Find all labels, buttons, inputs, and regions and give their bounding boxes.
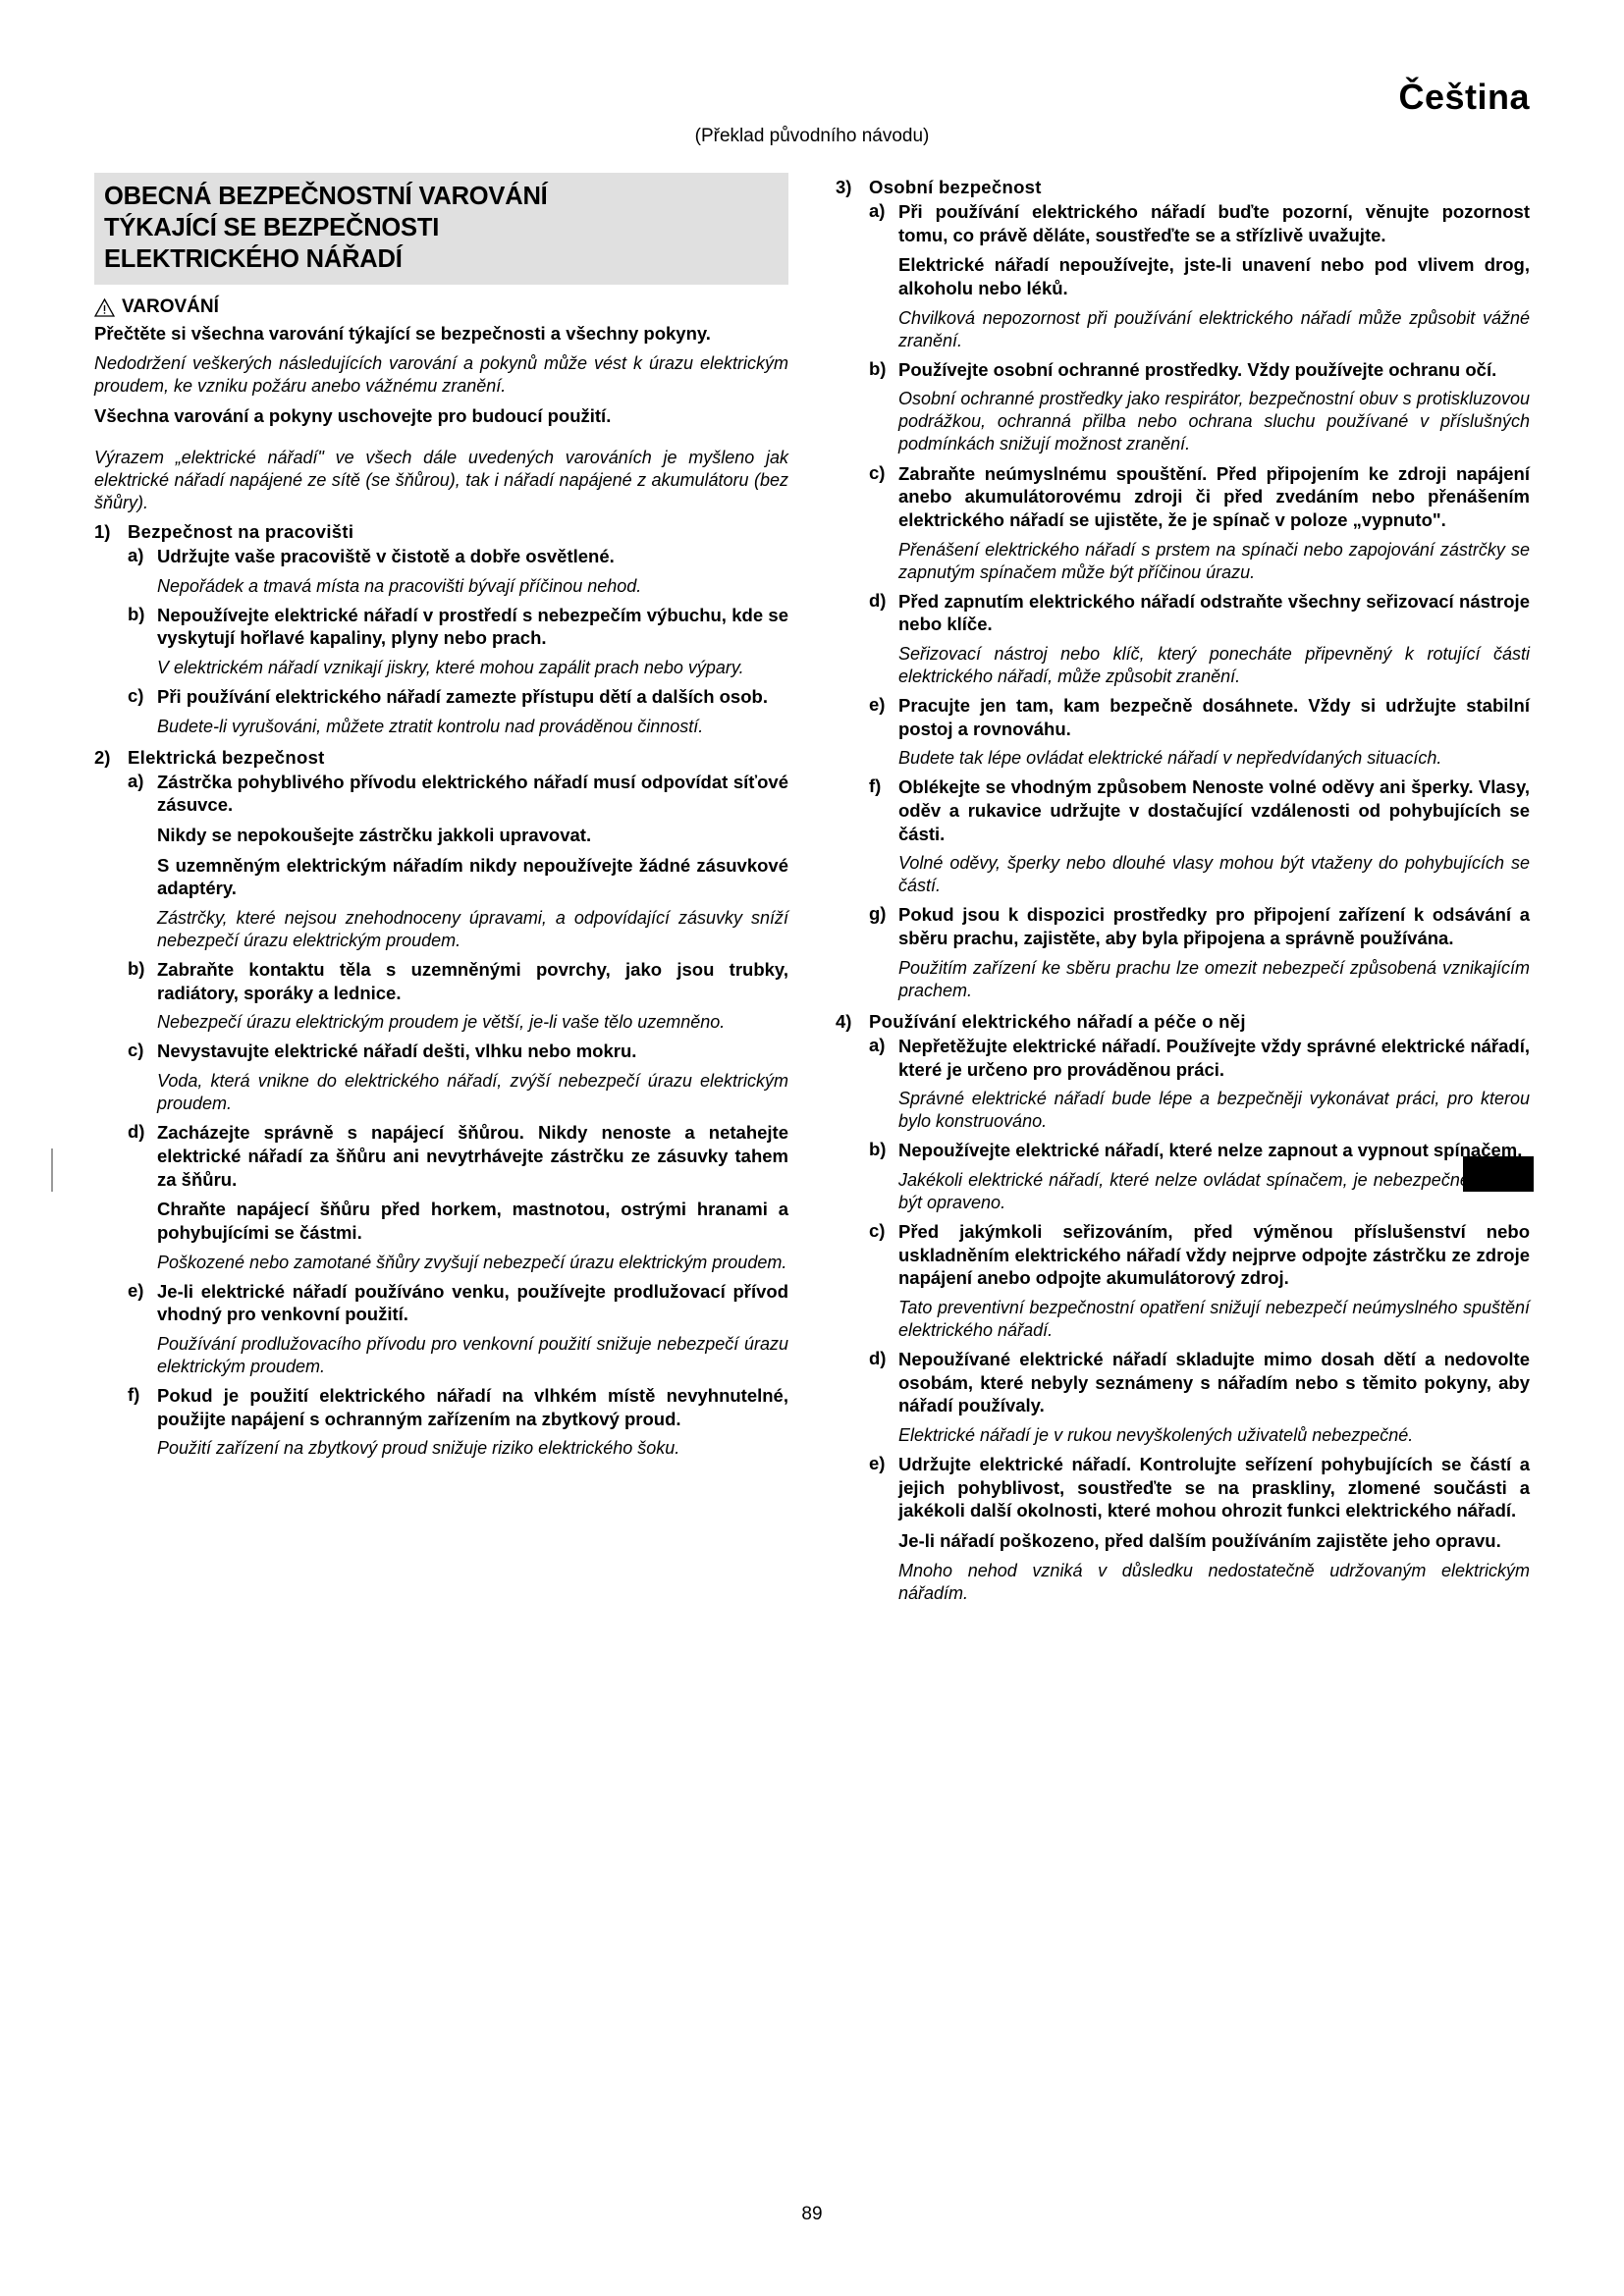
list-item-bold-text: Pokud je použití elektrického nářadí na vlhkém místě nevyhnutelné, použijte napájení s ochranným zařízením na zbytkový proud.	[157, 1384, 788, 1429]
list-item-italic-note: Osobní ochranné prostředky jako respirátor, bezpečnostní obuv s protiskluzovou podrážkou, ochranná přilba nebo ochrana sluchu používané v příslušných podmínkách snižují možnost zranění.	[898, 389, 1530, 454]
list-item-body	[157, 1040, 788, 1120]
list-item-italic-note: Používání prodlužovacího přívodu pro venkovní použití snižuje nebezpečí úrazu elektrickým proudem.	[157, 1333, 788, 1376]
list-item-bold-text: Je-li nářadí poškozeno, před dalším používáním zajistěte jeho opravu.	[898, 1530, 1501, 1552]
list-item-bold-text: Chraňte napájecí šňůru před horkem, mastnotou, ostrými hranami a pohybujícími se částmi.	[157, 1199, 788, 1243]
list-item	[869, 200, 1530, 357]
list-item-italic-note: V elektrickém nářadí vznikají jiskry, které mohou zapálit prach nebo výpary.	[157, 657, 744, 677]
section-number: 3)	[836, 177, 852, 197]
list-item-bold-text: Zabraňte neúmyslnému spouštění. Před připojením ke zdroji napájení anebo akumulátorovému zdroji či před zvedáním nebo přenášením elektrického nářadí se ujistěte, že je spínač v poloze „vypnuto".	[898, 462, 1530, 530]
list-item-italic-note: Nepořádek a tmavá místa na pracovišti bývají příčinou nehod.	[157, 575, 642, 596]
list-item-bold-text: Používejte osobní ochranné prostředky. Vždy používejte ochranu očí.	[898, 358, 1497, 380]
list-item	[128, 958, 788, 1039]
list-item-marker: f)	[128, 1383, 140, 1405]
list-item-marker: b)	[128, 958, 145, 980]
list-item-body	[157, 1384, 788, 1465]
list-item-italic-note: Přenášení elektrického nářadí s prstem na spínači nebo zapojování zástrčky se zapnutým spínačem může být příčinou úrazu.	[898, 539, 1530, 582]
list-item	[128, 545, 788, 603]
page-edge-tick	[51, 1148, 53, 1192]
page-number: 89	[801, 2204, 823, 2224]
list-item	[869, 903, 1530, 1006]
list-item-body	[898, 1139, 1530, 1219]
list-item	[128, 1121, 788, 1278]
list-item-marker: c)	[869, 461, 886, 483]
section-number-heading	[836, 177, 1530, 198]
list-item-bold-text: Udržujte vaše pracoviště v čistotě a dobře osvětlené.	[157, 545, 615, 566]
lettered-list	[128, 545, 788, 743]
list-item-body	[898, 775, 1530, 902]
list-item-italic-note: Správné elektrické nářadí bude lépe a bezpečněji vykonávat práci, pro kterou bylo konstruováno.	[898, 1089, 1530, 1132]
list-item-bold-text: Nepoužívejte elektrické nářadí, které nelze zapnout a vypnout spínačem.	[898, 1140, 1523, 1161]
list-item-marker: a)	[128, 770, 144, 791]
list-item-body	[898, 1220, 1530, 1347]
section-title: Elektrická bezpečnost	[128, 746, 325, 768]
list-item-body	[898, 590, 1530, 693]
list-item-marker: c)	[128, 684, 144, 706]
section-number: 4)	[836, 1010, 852, 1032]
list-item	[128, 1384, 788, 1465]
list-item-marker: e)	[128, 1279, 144, 1301]
list-item-body	[898, 694, 1530, 774]
section-title: Bezpečnost na pracovišti	[128, 520, 354, 542]
list-item-marker: c)	[128, 1040, 144, 1061]
section-number: 2)	[94, 746, 111, 768]
right-column	[836, 173, 1530, 1611]
list-item	[869, 1220, 1530, 1347]
list-item-body	[157, 771, 788, 957]
list-item-bold-text: Nepoužívejte elektrické nářadí v prostředí s nebezpečím výbuchu, kde se vyskytují hořlavé kapaliny, plyny nebo prach.	[157, 604, 788, 649]
list-item-italic-note: Elektrické nářadí je v rukou nevyškolených uživatelů nebezpečné.	[898, 1425, 1414, 1446]
list-item-bold-text: Před jakýmkoli seřizováním, před výměnou příslušenství nebo uskladněním elektrického nářadí vždy nejprve odpojte zástrčku ze zdroje napájení anebo odpojte akumulátorový zdroj.	[898, 1221, 1530, 1289]
list-item-bold-text: Při používání elektrického nářadí zamezte přístupu dětí a dalších osob.	[157, 685, 768, 707]
list-item-italic-note: Tato preventivní bezpečnostní opatření snižují nebezpečí neúmyslného spuštění elektrického nářadí.	[898, 1298, 1530, 1341]
two-column-body	[94, 173, 1530, 1611]
list-item-bold-text: Pokud jsou k dispozici prostředky pro připojení zařízení k odsávání a sběru prachu, zajistěte, aby byla připojena a správně používána.	[898, 904, 1530, 949]
list-item-bold-text: Oblékejte se vhodným způsobem Nenoste volné oděvy ani šperky. Vlasy, oděv a rukavice udržujte v dostačující vzdálenosti od pohybujících se části.	[898, 776, 1530, 844]
section-heading-box	[94, 173, 788, 285]
list-item-marker: d)	[128, 1121, 145, 1143]
list-item-body	[157, 685, 788, 743]
list-item-italic-note: Chvilková nepozornost při používání elektrického nářadí může způsobit vážné zranění.	[898, 307, 1530, 350]
left-sections-container	[94, 521, 788, 1465]
list-item-bold-text: Zacházejte správně s napájecí šňůrou. Nikdy nenoste a netahejte elektrické nářadí za šňůru ani nevytrhávejte zástrčku ze zásuvky tahem za šňůru.	[157, 1122, 788, 1190]
section-heading-line-1: OBECNÁ BEZPEČNOSTNÍ VAROVÁNÍ	[104, 183, 548, 210]
list-item	[128, 604, 788, 684]
lettered-list	[869, 200, 1530, 1007]
list-item-marker: e)	[869, 1453, 886, 1474]
list-item-bold-text: Je-li elektrické nářadí používáno venku, používejte prodlužovací přívod vhodný pro venkovní použití.	[157, 1280, 788, 1325]
list-item-marker: a)	[869, 200, 886, 221]
list-item-italic-note: Použití zařízení na zbytkový proud snižuje riziko elektrického šoku.	[157, 1438, 680, 1459]
list-item-body	[898, 462, 1530, 589]
list-item-italic-note: Nebezpečí úrazu elektrickým proudem je větší, je-li vaše tělo uzemněno.	[157, 1012, 726, 1033]
lettered-list	[128, 771, 788, 1466]
document-subtitle: (Překlad původního návodu)	[694, 126, 930, 146]
intro-bold-1: Přečtěte si všechna varování týkající se bezpečnosti a všechny pokyny.	[94, 323, 711, 345]
list-item-body	[157, 545, 788, 603]
list-item-marker: b)	[869, 357, 887, 379]
section-heading-line-3: ELEKTRICKÉHO NÁŘADÍ	[104, 245, 403, 274]
list-item-italic-note: Budete tak lépe ovládat elektrické nářadí v nepředvídaných situacích.	[898, 748, 1442, 769]
left-column	[94, 173, 788, 1611]
list-item-bold-text: S uzemněným elektrickým nářadím nikdy nepoužívejte žádné zásuvkové adaptéry.	[157, 854, 788, 899]
list-item-body	[898, 1453, 1530, 1610]
list-item	[869, 1348, 1530, 1452]
section-title: Osobní bezpečnost	[869, 177, 1042, 197]
list-item	[869, 358, 1530, 461]
list-item-italic-note: Budete-li vyrušováni, můžete ztratit kontrolu nad prováděnou činností.	[157, 716, 704, 736]
list-item-bold-text: Zástrčka pohyblivého přívodu elektrického nářadí musí odpovídat síťové zásuvce.	[157, 771, 788, 816]
list-item-bold-text: Před zapnutím elektrického nářadí odstraňte všechny seřizovací nástroje nebo klíče.	[898, 590, 1530, 635]
list-item	[869, 1139, 1530, 1219]
list-item-body	[898, 1348, 1530, 1452]
section-heading-line-2: TÝKAJÍCÍ SE BEZPEČNOSTI	[104, 214, 440, 242]
warning-triangle-icon	[94, 298, 115, 317]
list-item	[128, 771, 788, 957]
list-item-body	[157, 1121, 788, 1278]
list-item-italic-note: Mnoho nehod vzniká v důsledku nedostatečně udržovaným elektrickým nářadím.	[898, 1560, 1530, 1603]
list-item-italic-note: Jakékoli elektrické nářadí, které nelze ovládat spínačem, je nebezpečné a musí být opraveno.	[898, 1169, 1530, 1212]
list-item-italic-note: Volné oděvy, šperky nebo dlouhé vlasy mohou být vtaženy do pohybujících se částí.	[898, 853, 1530, 896]
language-title: Čeština	[1398, 77, 1530, 117]
list-item-bold-text: Pracujte jen tam, kam bezpečně dosáhnete. Vždy si udržujte stabilní postoj a rovnováhu.	[898, 695, 1530, 739]
lettered-list	[869, 1035, 1530, 1610]
section-number-heading	[94, 521, 788, 543]
list-item-italic-note: Poškozené nebo zamotané šňůry zvyšují nebezpečí úrazu elektrickým proudem.	[157, 1252, 787, 1272]
section-number-heading	[836, 1011, 1530, 1033]
list-item-bold-text: Nikdy se nepokoušejte zástrčku jakkoli upravovat.	[157, 825, 592, 845]
list-item-bold-text: Při používání elektrického nářadí buďte pozorní, věnujte pozornost tomu, co právě děláte, soustřeďte se a střízlivě uvažujte.	[898, 201, 1530, 245]
warning-label: VAROVÁNÍ	[122, 296, 219, 318]
list-item-marker: e)	[869, 694, 886, 715]
list-item	[128, 1280, 788, 1383]
list-item-marker: d)	[869, 589, 887, 611]
list-item	[869, 694, 1530, 774]
list-item-body	[157, 604, 788, 684]
section-title: Používání elektrického nářadí a péče o něj	[869, 1010, 1246, 1032]
list-item-italic-note: Použitím zařízení ke sběru prachu lze omezit nebezpečí způsobená vznikajícím prachem.	[898, 957, 1530, 1000]
list-item	[128, 1040, 788, 1120]
list-item-marker: f)	[869, 775, 882, 797]
list-item-marker: g)	[869, 903, 887, 925]
right-sections-container	[836, 177, 1530, 1610]
list-item-bold-text: Zabraňte kontaktu těla s uzemněnými povrchy, jako jsou trubky, radiátory, sporáky a lednice.	[157, 959, 788, 1003]
list-item-marker: d)	[869, 1348, 887, 1369]
list-item-body	[898, 358, 1530, 461]
list-item	[128, 685, 788, 743]
list-item-body	[898, 903, 1530, 1006]
list-item-marker: a)	[128, 544, 144, 565]
list-item-italic-note: Zástrčky, které nejsou znehodnoceny úpravami, a odpovídající zásuvky sníží nebezpečí úrazu elektrickým proudem.	[157, 908, 788, 951]
list-item-body	[157, 1280, 788, 1383]
intro-italic-1: Nedodržení veškerých následujících varování a pokynů může vést k úrazu elektrickým proudem, ke vzniku požáru anebo vážnému zranění.	[94, 353, 788, 397]
list-item	[869, 775, 1530, 902]
list-item-marker: b)	[869, 1139, 887, 1160]
list-item-marker: b)	[128, 603, 145, 624]
list-item-marker: a)	[869, 1034, 886, 1055]
list-item-bold-text: Elektrické nářadí nepoužívejte, jste-li unavení nebo pod vlivem drog, alkoholu nebo léků.	[898, 254, 1530, 299]
list-item	[869, 462, 1530, 589]
section-number: 1)	[94, 520, 111, 542]
list-item-bold-text: Udržujte elektrické nářadí. Kontrolujte seřízení pohybujících se částí a jejich pohyblivost, soustřeďte se na praskliny, zlomené součásti a jakékoli další okolnosti, které mohou ohrozit funkci elektrického nářadí.	[898, 1454, 1530, 1522]
list-item-italic-note: Seřizovací nástroj nebo klíč, který ponecháte připevněný k rotující části elektrického nářadí, může způsobit zranění.	[898, 643, 1530, 686]
list-item-bold-text: Nevystavujte elektrické nářadí dešti, vlhku nebo mokru.	[157, 1041, 637, 1062]
list-item	[869, 1035, 1530, 1138]
list-item-bold-text: Nepřetěžujte elektrické nářadí. Používejte vždy správné elektrické nářadí, které je určeno pro prováděnou práci.	[898, 1035, 1530, 1080]
intro-italic-2: Výrazem „elektrické nářadí" ve všech dále uvedených varováních je myšleno jak elektrické nářadí napájené ze sítě (se šňůrou), tak i nářadí napájené z akumulátoru (bez šňůry).	[94, 447, 788, 512]
intro-bold-2: Všechna varování a pokyny uschovejte pro budoucí použití.	[94, 405, 612, 427]
list-item-body	[898, 1035, 1530, 1138]
list-item-marker: c)	[869, 1220, 886, 1241]
warning-header	[94, 296, 788, 318]
list-item-body	[898, 200, 1530, 357]
list-item-bold-text: Nepoužívané elektrické nářadí skladujte mimo dosah dětí a nedovolte osobám, které nebyly seznámeny s nářadím nebo s těmito pokyny, aby nářadí používaly.	[898, 1349, 1530, 1416]
list-item	[869, 1453, 1530, 1610]
list-item	[869, 590, 1530, 693]
section-number-heading	[94, 747, 788, 769]
list-item-body	[157, 958, 788, 1039]
list-item-italic-note: Voda, která vnikne do elektrického nářadí, zvýší nebezpečí úrazu elektrickým proudem.	[157, 1071, 788, 1114]
